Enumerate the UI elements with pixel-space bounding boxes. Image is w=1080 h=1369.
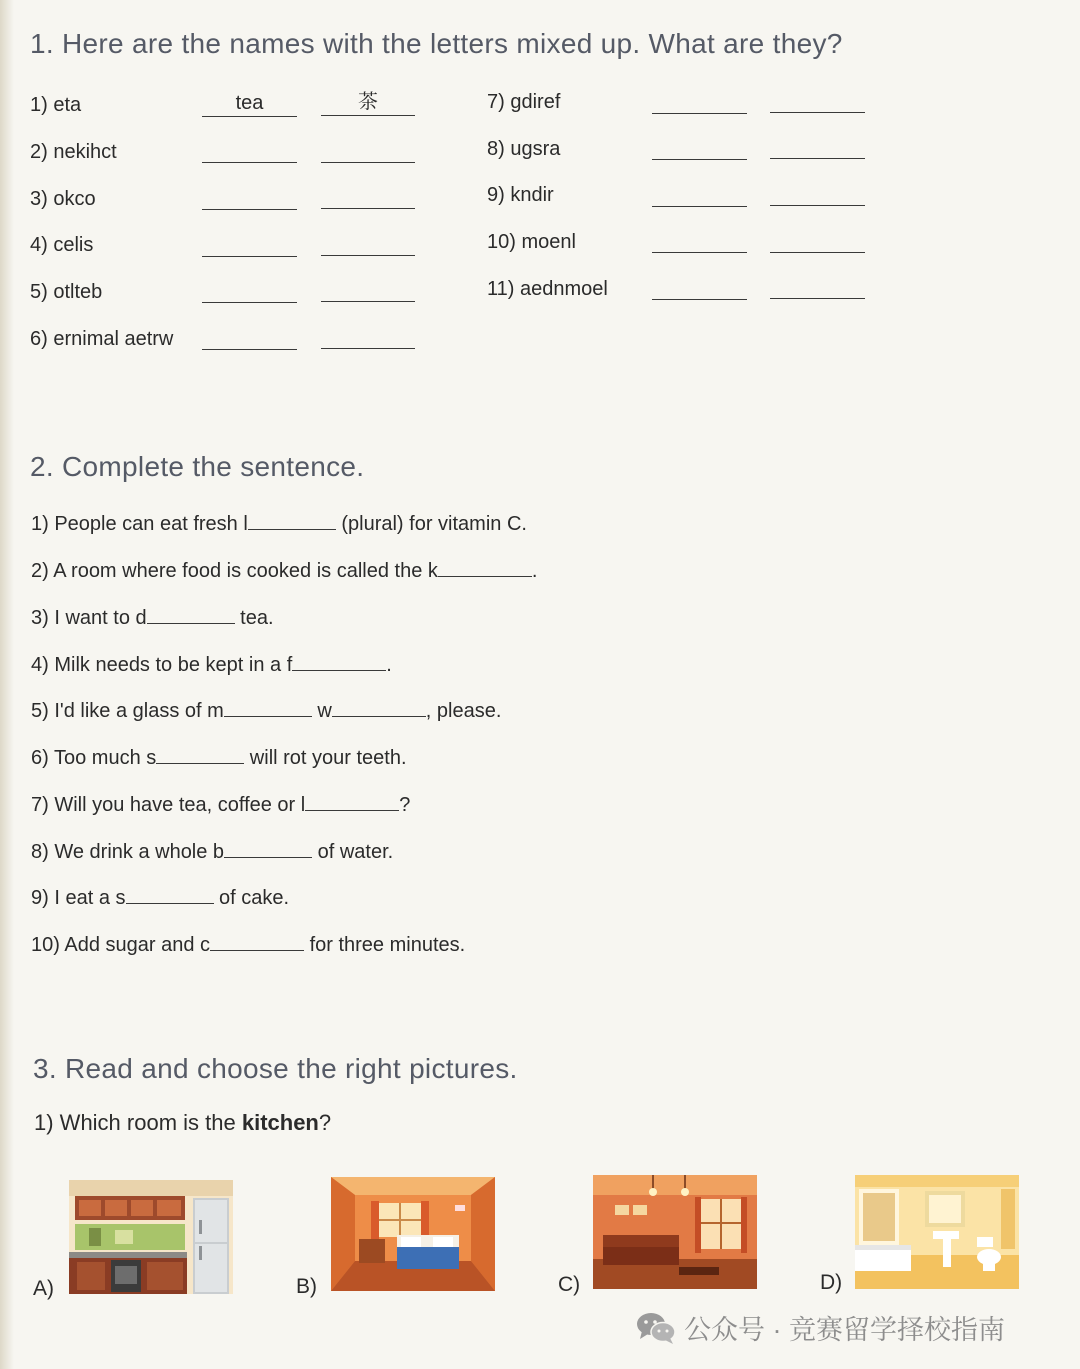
- option-c-label[interactable]: C): [558, 1273, 581, 1296]
- sentence-blank-9[interactable]: [126, 885, 214, 904]
- unscramble-item-2: 2) nekihct: [30, 141, 117, 163]
- answer-blank-11[interactable]: [652, 273, 747, 300]
- sentence-blank-5b[interactable]: [332, 698, 426, 717]
- translation-blank-8[interactable]: [770, 132, 865, 159]
- sentence-blank-5a[interactable]: [224, 698, 312, 717]
- unscramble-item-4: 4) celis: [30, 234, 94, 256]
- sentence-4: 4) Milk needs to be kept in a f .: [31, 654, 392, 676]
- option-a-kitchen-picture[interactable]: [69, 1180, 233, 1294]
- section-3-title: 3. Read and choose the right pictures.: [33, 1053, 518, 1084]
- unscramble-item-6: 6) ernimal aetrw: [30, 328, 174, 350]
- answer-blank-6[interactable]: [202, 323, 297, 350]
- sentence-6: 6) Too much s will rot your teeth.: [31, 747, 407, 769]
- option-b-bedroom-picture[interactable]: [331, 1177, 495, 1291]
- option-c-living-room-picture[interactable]: [593, 1175, 757, 1289]
- watermark: [636, 1308, 1005, 1347]
- section-2-title: 2. Complete the sentence.: [30, 451, 365, 482]
- sentence-3: 3) I want to d tea.: [31, 607, 274, 629]
- sentence-blank-2[interactable]: [438, 558, 532, 577]
- answer-blank-1[interactable]: tea: [202, 90, 297, 117]
- sentence-2: 2) A room where food is cooked is called the k .: [31, 560, 538, 582]
- unscramble-item-11: 11) aednmoel: [487, 278, 608, 300]
- section-1-title: 1. Here are the names with the letters mixed up. What are they?: [30, 28, 843, 59]
- answer-blank-7[interactable]: [652, 87, 747, 114]
- sentence-5: 5) I'd like a glass of m w , please.: [31, 700, 502, 722]
- sentence-blank-1[interactable]: [248, 511, 336, 530]
- translation-blank-4[interactable]: [321, 229, 415, 256]
- sentence-blank-7[interactable]: [305, 792, 399, 811]
- sentence-blank-6[interactable]: [156, 745, 244, 764]
- bedroom-illustration: [331, 1177, 495, 1291]
- unscramble-item-10: 10) moenl: [487, 231, 576, 253]
- answer-blank-10[interactable]: [652, 226, 747, 253]
- translation-blank-9[interactable]: [770, 179, 865, 206]
- option-d-label[interactable]: D): [820, 1271, 843, 1294]
- translation-blank-3[interactable]: [321, 182, 415, 209]
- translation-blank-1[interactable]: 茶: [321, 89, 415, 116]
- watermark-text: 公众号 · 竞赛留学择校指南: [684, 1315, 1005, 1345]
- living-room-illustration: [593, 1175, 757, 1289]
- wechat-icon: [636, 1311, 676, 1345]
- answer-blank-3[interactable]: [202, 183, 297, 210]
- translation-blank-2[interactable]: [321, 136, 415, 163]
- sentence-8: 8) We drink a whole b of water.: [31, 841, 394, 863]
- translation-blank-11[interactable]: [770, 272, 865, 299]
- translation-blank-6[interactable]: [321, 322, 415, 349]
- sentence-7: 7) Will you have tea, coffee or l ?: [31, 794, 411, 816]
- answer-blank-9[interactable]: [652, 180, 747, 207]
- sentence-1: 1) People can eat fresh l (plural) for vitamin C.: [31, 513, 527, 535]
- translation-blank-10[interactable]: [770, 226, 865, 253]
- option-a-label[interactable]: A): [33, 1277, 54, 1300]
- translation-blank-7[interactable]: [770, 86, 865, 113]
- sentence-9: 9) I eat a s of cake.: [31, 887, 290, 909]
- page-edge-shadow: [0, 0, 14, 1369]
- unscramble-item-1: 1) eta: [30, 94, 82, 116]
- unscramble-item-3: 3) okco: [30, 188, 96, 210]
- unscramble-item-5: 5) otlteb: [30, 281, 103, 303]
- answer-blank-5[interactable]: [202, 276, 297, 303]
- translation-blank-5[interactable]: [321, 275, 415, 302]
- answer-blank-8[interactable]: [652, 133, 747, 160]
- question-kitchen: 1) Which room is the kitchen?: [34, 1110, 332, 1135]
- unscramble-item-9: 9) kndir: [487, 184, 554, 206]
- answer-blank-4[interactable]: [202, 230, 297, 257]
- sentence-10: 10) Add sugar and c for three minutes.: [31, 934, 466, 956]
- sentence-blank-8[interactable]: [224, 839, 312, 858]
- sentence-blank-3[interactable]: [147, 605, 235, 624]
- kitchen-illustration: [69, 1180, 233, 1294]
- bathroom-illustration: [855, 1175, 1019, 1289]
- sentence-blank-10[interactable]: [210, 932, 304, 951]
- option-d-bathroom-picture[interactable]: [855, 1175, 1019, 1289]
- unscramble-item-8: 8) ugsra: [487, 138, 561, 160]
- unscramble-item-7: 7) gdiref: [487, 91, 561, 113]
- option-b-label[interactable]: B): [296, 1275, 317, 1298]
- answer-blank-2[interactable]: [202, 136, 297, 163]
- sentence-blank-4[interactable]: [292, 652, 386, 671]
